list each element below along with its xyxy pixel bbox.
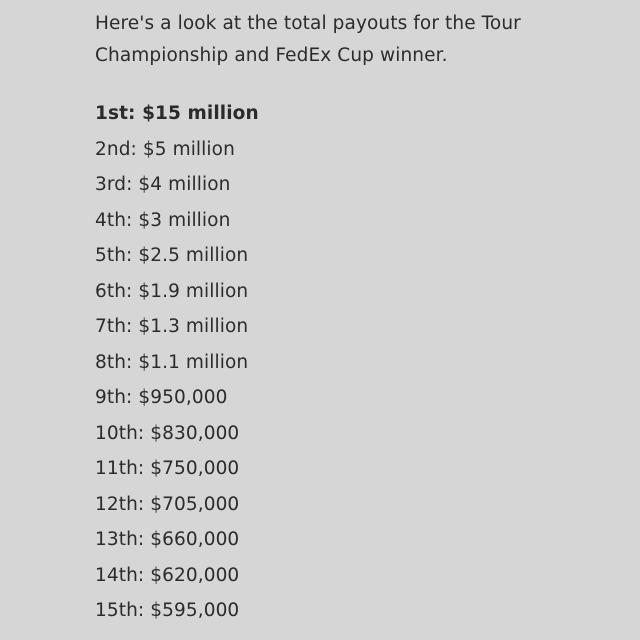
payout-item-7th: 7th: $1.3 million [95, 316, 249, 337]
payout-item-15th: 15th: $595,000 [95, 600, 240, 621]
payout-item-5th: 5th: $2.5 million [95, 245, 249, 266]
payout-list [95, 96, 615, 629]
payout-item-13th: 13th: $660,000 [95, 529, 240, 550]
intro-line-1: Here's a look at the total payouts for the Tour [95, 13, 521, 34]
payout-item-3rd: 3rd: $4 million [95, 174, 231, 195]
intro-line-2: Championship and FedEx Cup winner. [95, 45, 448, 66]
payout-item-8th: 8th: $1.1 million [95, 351, 249, 373]
payout-item-10th: 10th: $830,000 [95, 422, 240, 444]
payout-item-14th: 14th: $620,000 [95, 564, 240, 586]
payout-item-1st: 1st: $15 million [95, 103, 259, 124]
payout-item-9th: 9th: $950,000 [95, 387, 228, 408]
article-body [95, 8, 615, 629]
intro-paragraph [95, 8, 615, 72]
payout-item-4th: 4th: $3 million [95, 209, 231, 231]
payout-item-6th: 6th: $1.9 million [95, 280, 249, 302]
payout-item-11th: 11th: $750,000 [95, 458, 240, 479]
payout-item-12th: 12th: $705,000 [95, 493, 240, 515]
payout-item-2nd: 2nd: $5 million [95, 138, 235, 160]
